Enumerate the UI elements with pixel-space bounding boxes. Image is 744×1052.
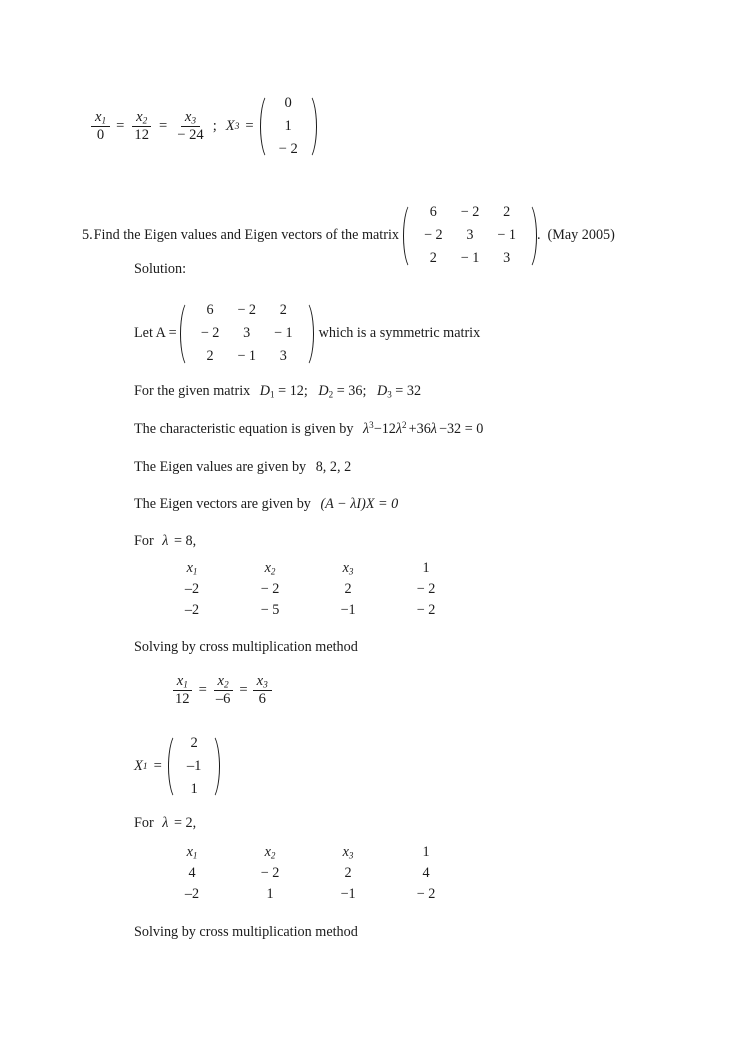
table-cell: − 2 <box>416 581 436 597</box>
column-vector-X3 <box>260 92 317 161</box>
table-row <box>153 558 465 579</box>
matrix-A <box>180 299 314 369</box>
matrix-cell: 2 <box>503 204 511 220</box>
column-header-x1: $x_1$ <box>186 844 198 861</box>
table-cell: − 5 <box>260 602 280 618</box>
eigen-vectors-prefix: The Eigen vectors are given by <box>134 496 311 512</box>
question-matrix <box>403 201 537 271</box>
vector-cell: –1 <box>186 758 202 774</box>
column-header-x2: $x_2$ <box>264 560 276 577</box>
table-cell: –2 <box>184 602 200 618</box>
fraction-x1-over-12: $\frac{x_1}{12}$ <box>171 674 194 707</box>
matrix-cell: − 1 <box>274 325 293 342</box>
left-paren <box>168 732 179 801</box>
table-cell: –2 <box>184 886 200 902</box>
vector-cell: 0 <box>284 95 292 111</box>
matrix-cell: − 2 <box>200 325 220 342</box>
let-a-suffix: which is a symmetric matrix <box>318 325 481 342</box>
table-cell: 4 <box>188 865 196 881</box>
table-cell: −1 <box>340 602 356 618</box>
matrix-cell: 3 <box>466 227 474 244</box>
eigen-values-line <box>134 458 351 477</box>
table-row <box>153 579 465 600</box>
column-header-x1: $x_1$ <box>186 560 198 577</box>
frac-numerator-sub: 1 <box>101 116 107 127</box>
period: . <box>536 227 541 244</box>
table-cell: − 2 <box>260 581 280 597</box>
table-cell: –2 <box>184 581 200 597</box>
fraction-x3-over-6: $\frac{x_3}{6}$ <box>253 674 272 707</box>
vector-cell: − 2 <box>278 141 298 157</box>
table-row <box>153 884 465 905</box>
matrix-cell: 2 <box>279 302 287 318</box>
eigen-vectors-line <box>134 495 398 514</box>
fraction-x2-over-12: $\frac{x_2}{12}$ <box>130 110 153 143</box>
vector-label-X1: X <box>134 758 143 774</box>
matrix-cell: − 2 <box>460 204 480 220</box>
eigen-values-prefix: The Eigen values are given by <box>134 459 307 475</box>
let-a-line <box>134 299 480 369</box>
table-cell: − 2 <box>260 865 280 881</box>
char-eq-expression: $\lambda^3-12\lambda^2 +36\lambda -32 = 0$ <box>362 420 484 437</box>
right-paren <box>303 299 314 369</box>
table-lambda-2 <box>153 842 465 905</box>
table-cell: − 2 <box>416 602 436 618</box>
left-paren <box>403 201 414 271</box>
exam-reference: (May 2005) <box>547 227 615 244</box>
left-paren <box>180 299 191 369</box>
determinants-line <box>134 382 421 401</box>
table-cell: 1 <box>266 886 274 902</box>
column-header-x3: $x_3$ <box>342 844 354 861</box>
determinant-D1: $D_1 = 12$; <box>259 383 308 400</box>
right-paren <box>526 201 537 271</box>
let-a-prefix: Let A = <box>134 325 177 342</box>
fraction-x3-over-neg24: $\frac{x_3}{- 24}$ <box>177 109 204 143</box>
vector-cell: 2 <box>190 735 198 751</box>
eigen-values: 8, 2, 2 <box>315 459 352 475</box>
matrix-cell: 6 <box>429 204 437 220</box>
frac-numerator: x <box>95 109 102 126</box>
table-cell: 2 <box>344 865 352 881</box>
vector-cell: 1 <box>190 781 198 797</box>
matrix-cell: − 2 <box>423 227 443 244</box>
column-header-constant: 1 <box>422 560 430 576</box>
right-paren <box>306 92 317 161</box>
vector-label-X3: X <box>225 118 235 134</box>
equals-sign: = <box>245 118 254 134</box>
result-fractions-lambda-8 <box>168 672 275 707</box>
characteristic-equation-line <box>134 420 483 439</box>
question-text: Find the Eigen values and Eigen vectors of the matrix <box>93 227 399 244</box>
table-cell: −1 <box>340 886 356 902</box>
left-paren <box>260 92 271 161</box>
table-cell: − 2 <box>416 886 436 902</box>
fraction-x2-over-neg6: $\frac{x_2}{-6}$ <box>212 674 235 707</box>
matrix-cell: − 1 <box>460 250 480 267</box>
matrix-cell: 6 <box>206 302 214 318</box>
matrix-cell: 2 <box>206 348 214 365</box>
column-vector-X1 <box>168 732 221 801</box>
lambda-value: = 8, <box>173 533 197 549</box>
equals-sign: = <box>239 681 248 698</box>
semicolon-separator: ; <box>212 118 217 134</box>
char-eq-prefix: The characteristic equation is given by <box>134 421 354 437</box>
eigen-vectors-equation: (A − λI)X = 0 <box>320 496 399 512</box>
right-paren <box>209 732 220 801</box>
table-row <box>153 600 465 621</box>
for-keyword: For <box>134 815 154 831</box>
matrix-cell: 3 <box>503 250 511 267</box>
cross-multiplication-text-2: Solving by cross multiplication method <box>134 924 358 940</box>
frac-denominator: 0 <box>96 127 105 143</box>
matrix-cell: 3 <box>243 325 251 342</box>
column-header-x2: $x_2$ <box>264 844 276 861</box>
table-lambda-8 <box>153 558 465 621</box>
column-header-constant: 1 <box>422 844 430 860</box>
determinants-prefix: For the given matrix <box>134 383 251 399</box>
table-row <box>153 863 465 884</box>
equals-sign: = <box>153 758 162 774</box>
lambda-symbol: λ <box>162 533 169 549</box>
matrix-cell: 3 <box>279 348 287 365</box>
equals-sign: = <box>198 681 207 698</box>
determinant-D2: $D_2 = 36$; <box>318 383 367 400</box>
solution-heading: Solution: <box>134 261 187 277</box>
matrix-cell: − 2 <box>237 302 256 318</box>
cross-multiplication-text-1: Solving by cross multiplication method <box>134 639 358 655</box>
determinant-D3: $D_3 = 32$ <box>376 383 422 400</box>
column-header-x3: $x_3$ <box>342 560 354 577</box>
case-lambda-2-label <box>134 814 196 833</box>
table-cell: 2 <box>344 581 352 597</box>
for-keyword: For <box>134 533 154 549</box>
case-lambda-8-label <box>134 532 196 551</box>
matrix-cell: − 1 <box>237 348 256 365</box>
lambda-symbol: λ <box>162 815 169 831</box>
equals-sign: = <box>116 118 125 134</box>
vector-cell: 1 <box>284 118 292 134</box>
matrix-cell: − 1 <box>497 227 516 244</box>
top-equation: $\frac{x_1}{0}$ = $\frac{x_2}{12}$ = $\frac{x_3}{- 24}$ ; X 3 = 0 1 − 2 <box>88 92 317 161</box>
fraction-x1-over-0 <box>91 110 110 143</box>
lambda-value: = 2, <box>173 815 197 831</box>
table-cell: 4 <box>422 865 430 881</box>
question-number: 5. <box>82 227 93 244</box>
table-row <box>153 842 465 863</box>
matrix-cell: 2 <box>429 250 437 267</box>
equals-sign: = <box>158 118 168 134</box>
eigen-vector-X1-line: X 1 = 2 –1 1 <box>134 732 220 801</box>
